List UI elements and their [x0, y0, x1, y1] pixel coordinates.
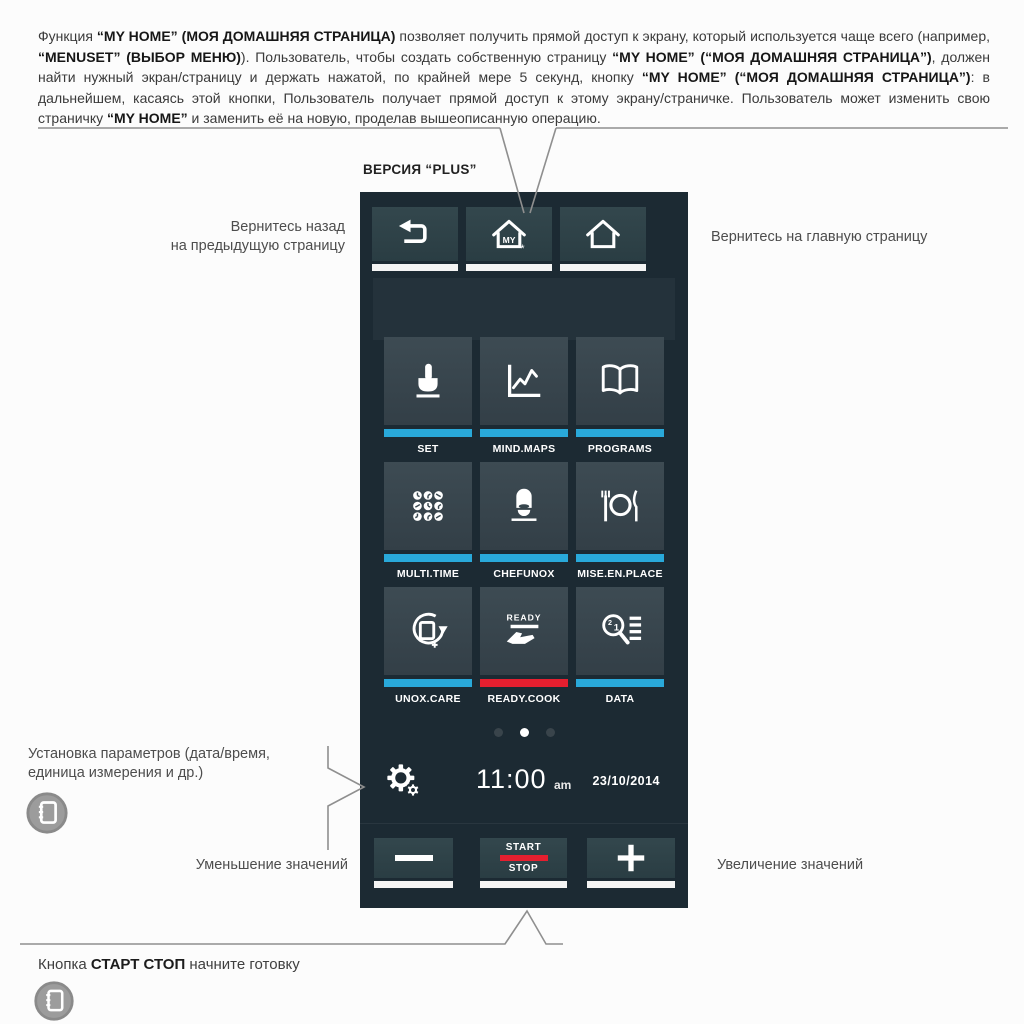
- annotation-decrease: Уменьшение значений: [195, 857, 348, 873]
- tile-label: UNOX.CARE: [395, 693, 461, 705]
- annotation-increase: Увеличение значений: [717, 857, 864, 873]
- tile-label: DATA: [605, 693, 635, 705]
- status-row: [360, 760, 688, 808]
- svg-text:MY: MY: [502, 235, 516, 245]
- tile-underline: [384, 554, 472, 562]
- svg-text:2: 2: [608, 618, 613, 627]
- tile-underline: [576, 554, 664, 562]
- touchscreen-panel: [360, 192, 688, 908]
- my-home-button[interactable]: [466, 207, 552, 271]
- start-stop-button[interactable]: [480, 838, 567, 888]
- tile-mind-maps[interactable]: [480, 337, 568, 455]
- annotation-settings: Установка параметров (дата/время, единица измерения и др.): [28, 746, 270, 781]
- tile-ready-cook[interactable]: [480, 587, 568, 705]
- tile-label: MIND.MAPS: [492, 443, 556, 455]
- manual-booklet-icon: [25, 791, 69, 835]
- minus-icon: [395, 855, 433, 861]
- stop-label: STOP: [508, 863, 539, 874]
- tile-underline: [480, 679, 568, 687]
- clock-time: 11:00: [476, 764, 547, 794]
- tile-label: PROGRAMS: [587, 443, 653, 455]
- page-dot[interactable]: [546, 728, 555, 737]
- back-arrow-icon: [393, 217, 437, 251]
- button-underline: [480, 881, 567, 888]
- tile-underline: [480, 429, 568, 437]
- annotation-home: Вернитесь на главную страницу: [711, 229, 928, 245]
- function-grid: [384, 337, 664, 705]
- line-chart-icon: [501, 359, 547, 403]
- button-underline: [372, 264, 458, 271]
- pagination-dots: [360, 728, 688, 737]
- start-stop-red-bar: [500, 855, 548, 861]
- screen-title-band: [373, 278, 675, 340]
- tile-underline: [384, 679, 472, 687]
- svg-text:READY: READY: [506, 612, 542, 623]
- settings-gear-icon[interactable]: [386, 763, 422, 799]
- my-home-icon: [486, 216, 532, 252]
- tile-mise-en-place[interactable]: [576, 462, 664, 580]
- tile-label: SET: [417, 443, 439, 455]
- press-hand-icon: [405, 359, 451, 403]
- page-dot-active[interactable]: [520, 728, 529, 737]
- button-underline: [587, 881, 675, 888]
- button-underline: [374, 881, 453, 888]
- bottom-divider: [360, 823, 688, 824]
- manual-booklet-icon: [33, 980, 75, 1022]
- clock-meridiem: am: [554, 778, 572, 792]
- tile-label: CHEFUNOX: [493, 568, 555, 580]
- tile-data[interactable]: [576, 587, 664, 705]
- plate-cutlery-icon: [597, 484, 643, 528]
- plus-icon: [616, 843, 646, 873]
- search-data-icon: [597, 609, 643, 653]
- open-book-icon: [597, 359, 643, 403]
- intro-paragraph: Функция “MY HOME” (МОЯ ДОМАШНЯЯ СТРАНИЦА) позволяет получить прямой доступ к экрану, который используется чаще всего (например, “MENUSET” (ВЫБОР МЕНЮ)). Пользователь, чтобы создать собственную страницу “MY HOME” (“МОЯ ДОМАШНЯЯ СТРАНИЦА”), должен найти нужный экран/страницу и держать нажатой, по крайней мере 5 секунд, кнопку “MY HOME” (“МОЯ ДОМАШНЯЯ СТРАНИЦА”): в дальнейшем, касаясь этой кнопки, Пользователь получает прямой доступ к этому экрану/страничке. Пользователь может изменить свою страничку “MY HOME” и заменить её на новую, проделав вышеописанную операцию.: [38, 28, 990, 126]
- tile-label: MULTI.TIME: [396, 568, 460, 580]
- chef-icon: [501, 484, 547, 528]
- tile-underline: [576, 679, 664, 687]
- multi-clock-icon: [405, 484, 451, 528]
- annotation-start-stop: Кнопка СТАРТ СТОП начните готовку: [38, 956, 300, 973]
- home-button[interactable]: [560, 207, 646, 271]
- clock-date: 23/10/2014: [592, 774, 660, 788]
- tile-unox-care[interactable]: [384, 587, 472, 705]
- tile-label: MISE.EN.PLACE: [577, 568, 663, 580]
- button-underline: [560, 264, 646, 271]
- top-nav: [372, 207, 646, 271]
- tile-underline: [384, 429, 472, 437]
- tile-label: READY.COOK: [487, 693, 561, 705]
- tile-programs[interactable]: [576, 337, 664, 455]
- svg-text:1: 1: [613, 622, 620, 634]
- tile-underline: [576, 429, 664, 437]
- care-refresh-icon: [405, 609, 451, 653]
- version-label: ВЕРСИЯ “PLUS”: [363, 162, 477, 177]
- plus-button[interactable]: [587, 838, 675, 888]
- annotation-back: Вернитесь назад на предыдущую страницу: [170, 219, 345, 254]
- tile-underline: [480, 554, 568, 562]
- button-underline: [466, 264, 552, 271]
- minus-button[interactable]: [374, 838, 453, 888]
- tile-set[interactable]: [384, 337, 472, 455]
- home-icon: [580, 216, 626, 252]
- svg-text:*: *: [520, 243, 525, 252]
- back-button[interactable]: [372, 207, 458, 271]
- tray-hand-icon: [501, 609, 547, 653]
- page-dot[interactable]: [494, 728, 503, 737]
- tile-chefunox[interactable]: [480, 462, 568, 580]
- start-label: START: [505, 842, 542, 853]
- tile-multi-time[interactable]: [384, 462, 472, 580]
